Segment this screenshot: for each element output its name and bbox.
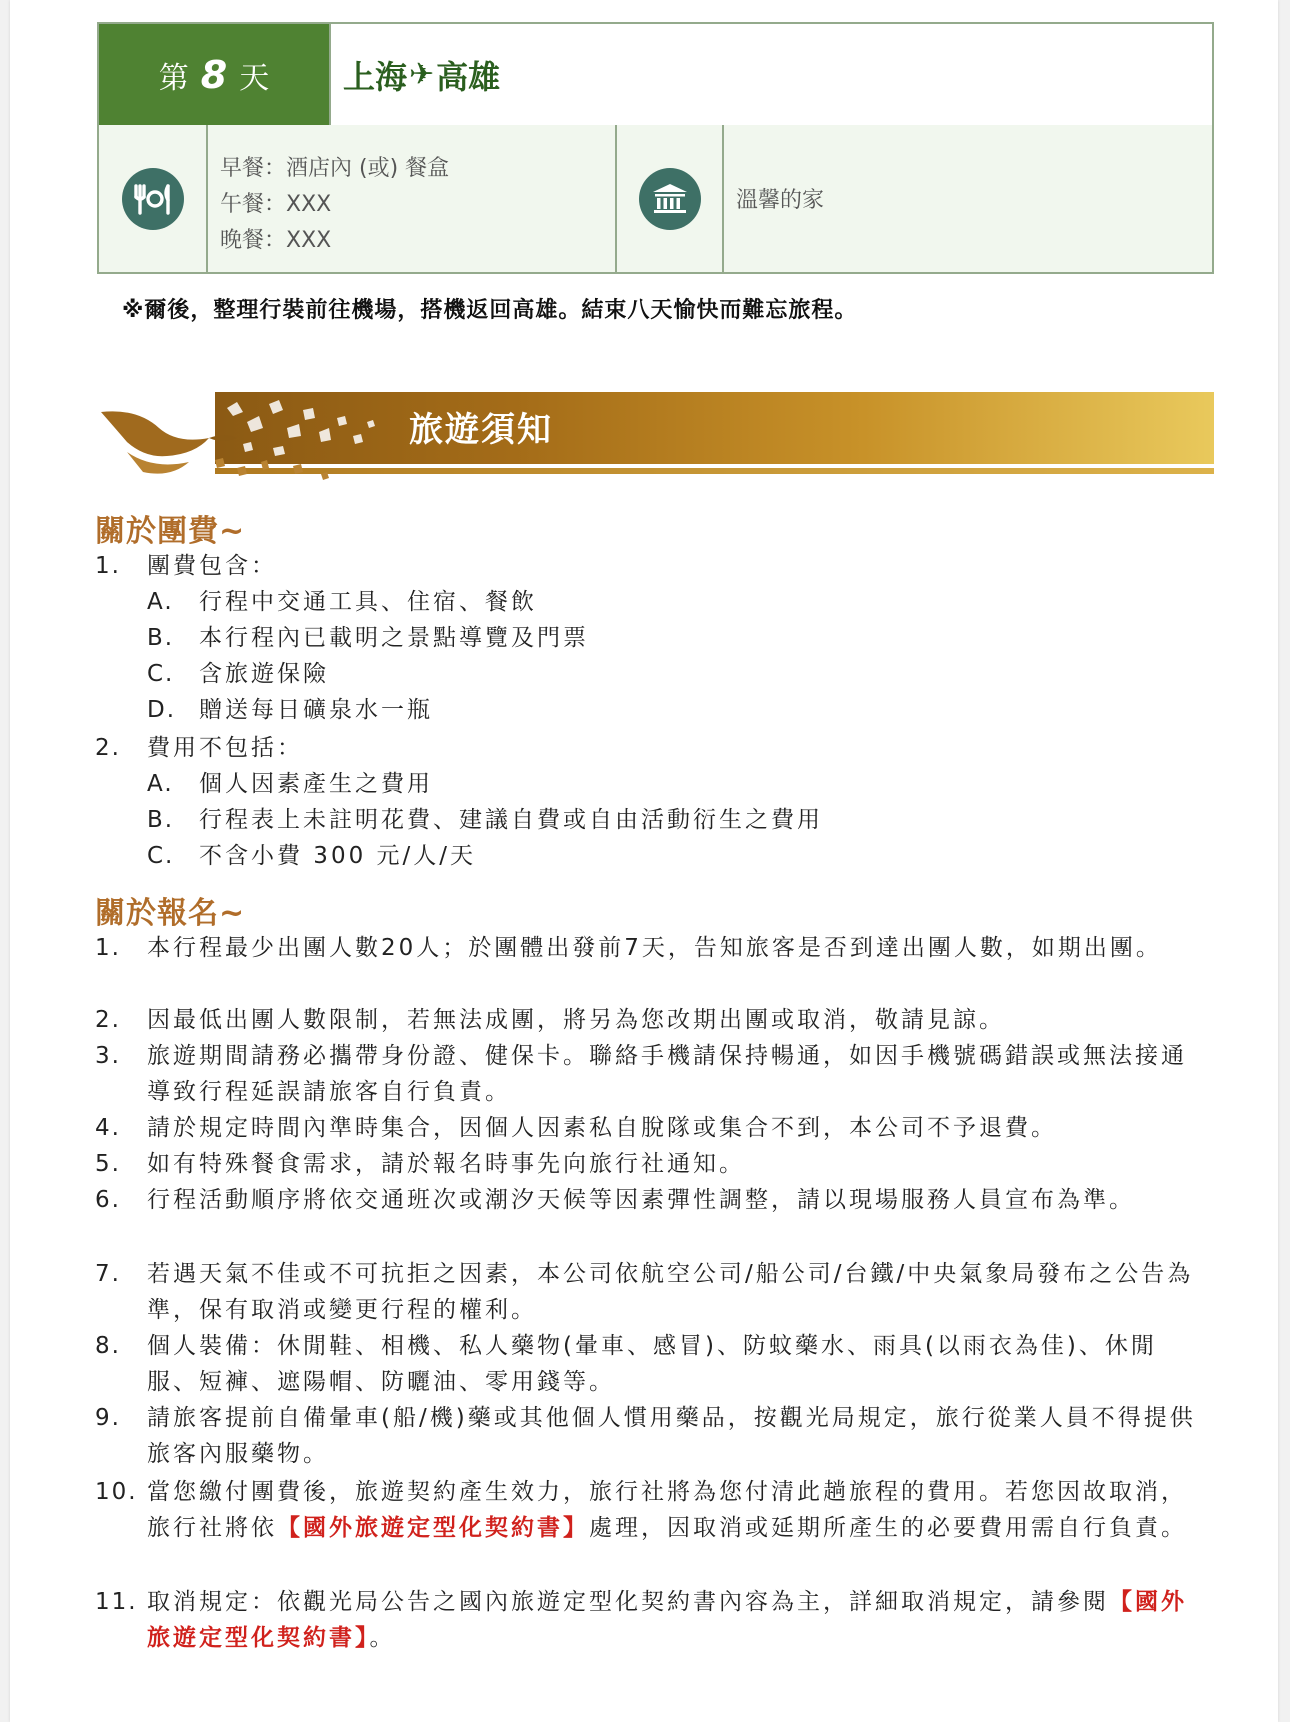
hotel-cell <box>724 125 1212 272</box>
day-header <box>99 24 1212 127</box>
signup-item-text: 若遇天氣不佳或不可抗拒之因素，本公司依航空公司/船公司/台鐵/中央氣象局發布之公告為準，保有取消或變更行程的權利。 <box>147 1261 1194 1323</box>
signup-item-text: 本行程最少出團人數20人；於團體出發前7天，告知旅客是否到達出團人數，如期出團。 <box>147 935 1162 961</box>
fees-sub-num: C. <box>147 661 175 687</box>
day-itinerary-table <box>97 22 1214 274</box>
route-from: 上海 <box>343 57 408 96</box>
hotel-text: 溫馨的家 <box>736 188 825 213</box>
section-banner <box>97 388 1214 488</box>
signup-item-num: 6. <box>95 1187 121 1213</box>
day-label <box>99 24 329 125</box>
signup-item-text <box>147 1584 1207 1656</box>
hotel-icon-cell <box>617 125 724 272</box>
airplane-icon: ✈ <box>409 57 435 92</box>
signup-item-num: 11. <box>95 1589 138 1615</box>
signup-item-text: 個人裝備：休閒鞋、相機、私人藥物(暈車、感冒)、防蚊藥水、雨具(以雨衣為佳)、休閒服、短褲、遮陽帽、防曬油、零用錢等。 <box>147 1333 1157 1395</box>
dinner-text: 晚餐：XXX <box>220 228 332 253</box>
signup-item-num: 4. <box>95 1115 121 1141</box>
dining-icon <box>122 168 184 230</box>
day-details <box>99 125 1212 272</box>
day-prefix: 第 <box>158 60 189 96</box>
fees-sub-num: B. <box>147 625 175 651</box>
signup-item-text: 請於規定時間內準時集合，因個人因素私自脫隊或集合不到，本公司不予退費。 <box>147 1115 1057 1141</box>
signup-section-title: 關於報名~ <box>95 896 246 931</box>
building-icon <box>639 168 701 230</box>
document-page <box>10 0 1278 1722</box>
day-note: ※爾後，整理行裝前往機場，搭機返回高雄。結束八天愉快而難忘旅程。 <box>122 298 858 323</box>
fees-sub-num: C. <box>147 843 175 869</box>
fees-sub-num: A. <box>147 589 174 615</box>
breakfast-text: 早餐：酒店內 (或) 餐盒 <box>220 156 450 181</box>
fees-sub-num: A. <box>147 771 174 797</box>
fees-sub-text: 行程中交通工具、住宿、餐飲 <box>199 589 537 615</box>
fees-item-num: 1. <box>95 553 121 579</box>
signup-item-text: 因最低出團人數限制，若無法成團，將另為您改期出團或取消，敬請見諒。 <box>147 1007 1005 1033</box>
fees-section-title: 關於團費~ <box>95 514 246 549</box>
signup-item-text: 如有特殊餐食需求，請於報名時事先向旅行社通知。 <box>147 1151 745 1177</box>
day-route <box>329 24 1212 125</box>
fees-item-text: 費用不包括： <box>147 735 303 761</box>
signup-item-text: 行程活動順序將依交通班次或潮汐天候等因素彈性調整，請以現場服務人員宣布為準。 <box>147 1187 1135 1213</box>
signup-item-num: 10. <box>95 1479 138 1505</box>
fees-sub-text: 含旅遊保險 <box>199 661 329 687</box>
banner-title: 旅遊須知 <box>409 410 553 450</box>
day-number: 8 <box>200 52 228 97</box>
fees-sub-text: 不含小費 300 元/人/天 <box>199 843 477 869</box>
fees-item-text: 團費包含： <box>147 553 277 579</box>
meals-cell <box>208 125 617 272</box>
signup-item-text: 請旅客提前自備暈車(船/機)藥或其他個人慣用藥品，按觀光局規定，旅行從業人員不得提供旅客內服藥物。 <box>147 1405 1196 1467</box>
day-suffix: 天 <box>239 60 270 96</box>
signup-item-text: 旅遊期間請務必攜帶身份證、健保卡。聯絡手機請保持暢通，如因手機號碼錯誤或無法接通導致行程延誤請旅客自行負責。 <box>147 1043 1187 1105</box>
fees-sub-text: 個人因素產生之費用 <box>199 771 433 797</box>
fees-sub-text: 贈送每日礦泉水一瓶 <box>199 697 433 723</box>
fees-sub-num: B. <box>147 807 175 833</box>
signup-item-num: 5. <box>95 1151 121 1177</box>
signup-item-num: 9. <box>95 1405 121 1431</box>
signup-item-text-a: 當您繳付團費後，旅遊契約產生效力，旅行社將為您付清此趟旅程的費用。若您因故取消，旅行社將依 <box>147 1479 1187 1541</box>
signup-item-num: 3. <box>95 1043 121 1069</box>
fees-sub-num: D. <box>147 697 177 723</box>
meal-icon-cell <box>99 125 208 272</box>
route-to: 高雄 <box>436 57 501 96</box>
contract-link[interactable]: 【國外旅遊定型化契約書】 <box>147 1589 1187 1651</box>
signup-item-num: 1. <box>95 935 121 961</box>
contract-link[interactable]: 【國外旅遊定型化契約書】 <box>277 1515 589 1541</box>
signup-item-num: 7. <box>95 1261 121 1287</box>
lunch-text: 午餐：XXX <box>220 192 332 217</box>
signup-item-text-a: 取消規定：依觀光局公告之國內旅遊定型化契約書內容為主，詳細取消規定，請參閱 <box>147 1589 1109 1615</box>
signup-item-num: 8. <box>95 1333 121 1359</box>
bird-ornament-icon <box>97 388 457 488</box>
fees-sub-text: 行程表上未註明花費、建議自費或自由活動衍生之費用 <box>199 807 823 833</box>
fees-item-num: 2. <box>95 735 121 761</box>
fees-sub-text: 本行程內已載明之景點導覽及門票 <box>199 625 589 651</box>
signup-item-text <box>147 1474 1207 1546</box>
signup-item-num: 2. <box>95 1007 121 1033</box>
signup-item-text-b: 處理，因取消或延期所產生的必要費用需自行負責。 <box>589 1515 1187 1541</box>
signup-item-text-b: 。 <box>369 1625 396 1651</box>
